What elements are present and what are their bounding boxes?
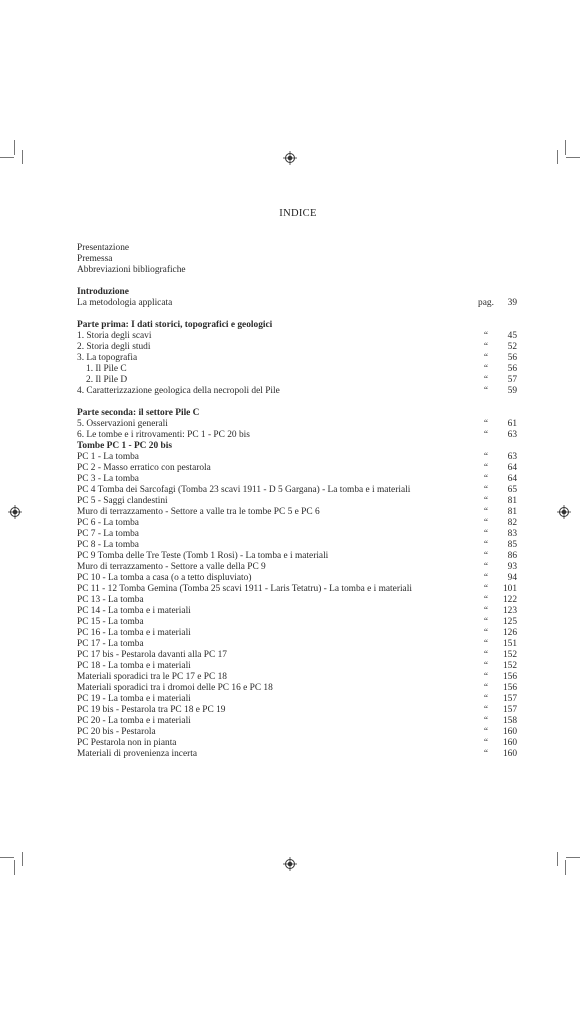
entry-page-number: 64: [507, 474, 517, 484]
entry-page-marker: “: [483, 639, 489, 649]
entry-page-number: 157: [502, 705, 517, 715]
entry-page-number: 61: [507, 419, 517, 429]
front-matter-item: [77, 243, 517, 254]
entry-page-marker: “: [483, 364, 489, 374]
toc-entry: [77, 342, 517, 353]
entry-page-number: 59: [507, 386, 517, 396]
section-heading-text: Introduzione: [77, 287, 129, 297]
entry-page-marker: “: [483, 419, 489, 429]
entry-title: PC 4 Tomba dei Sarcofagi (Tomba 23 scavi 1911 - D 5 Gargana) - La tomba e i materiali: [77, 485, 411, 495]
entry-title: Materiali di provenienza incerta: [77, 749, 197, 759]
toc-entry: [77, 573, 517, 584]
toc-entry: [77, 353, 517, 364]
entry-page-number: 81: [507, 496, 517, 506]
entry-page-marker: “: [483, 705, 489, 715]
toc-entry: [77, 364, 517, 375]
entry-title: Tombe PC 1 - PC 20 bis: [77, 441, 172, 451]
entry-page-number: 56: [507, 353, 517, 363]
toc-entry: [77, 672, 517, 683]
entry-title: 1. Storia degli scavi: [77, 331, 152, 341]
entry-title: 3. La topografia: [77, 353, 138, 363]
entry-title: PC 2 - Masso erratico con pestarola: [77, 463, 211, 473]
entry-title: 1. Il Pile C: [86, 364, 127, 374]
entry-page-number: 45: [507, 331, 517, 341]
entry-page-marker: “: [483, 474, 489, 484]
entry-title: PC 19 bis - Pestarola tra PC 18 e PC 19: [77, 705, 226, 715]
front-matter-title: Presentazione: [77, 243, 130, 253]
entry-title: PC 3 - La tomba: [77, 474, 139, 484]
entry-title: PC 7 - La tomba: [77, 529, 139, 539]
front-matter-title: Abbreviazioni bibliografiche: [77, 265, 186, 275]
section-heading: [77, 408, 517, 419]
toc-entry: [77, 474, 517, 485]
entry-page-marker: “: [483, 595, 489, 605]
entry-page-number: 56: [507, 364, 517, 374]
entry-page-number: 63: [507, 452, 517, 462]
entry-page-number: 156: [502, 683, 517, 693]
toc-entry: [77, 441, 517, 452]
section-gap: [77, 309, 517, 320]
entry-title: PC 6 - La tomba: [77, 518, 139, 528]
entry-page-number: 64: [507, 463, 517, 473]
toc-entry: [77, 463, 517, 474]
entry-title: PC 10 - La tomba a casa (o a tetto displuviato): [77, 573, 252, 583]
entry-page-number: 123: [502, 606, 517, 616]
entry-page-number: 93: [507, 562, 517, 572]
toc-entry: [77, 452, 517, 463]
entry-page-marker: “: [483, 353, 489, 363]
toc-entry: [77, 661, 517, 672]
toc-entry: [77, 650, 517, 661]
entry-title: PC 20 - La tomba e i materiali: [77, 716, 191, 726]
entry-page-number: 86: [507, 551, 517, 561]
entry-page-number: 52: [507, 342, 517, 352]
toc-entry: [77, 430, 517, 441]
entry-page-number: 122: [502, 595, 517, 605]
entry-page-number: 65: [507, 485, 517, 495]
entry-page-marker: “: [483, 540, 489, 550]
toc-entry: [77, 639, 517, 650]
entry-page-marker: “: [483, 661, 489, 671]
entry-page-marker: “: [483, 507, 489, 517]
entry-page-marker: “: [483, 529, 489, 539]
entry-title: PC 13 - La tomba: [77, 595, 144, 605]
registration-mark-icon: [283, 857, 297, 871]
entry-page-marker: “: [483, 496, 489, 506]
entry-page-number: 152: [502, 661, 517, 671]
entry-page-marker: “: [483, 452, 489, 462]
entry-page-number: 39: [507, 298, 517, 308]
toc-entry: [77, 496, 517, 507]
toc-entry: [77, 386, 517, 397]
entry-title: PC 15 - La tomba: [77, 617, 144, 627]
entry-title: 2. Storia degli studi: [77, 342, 151, 352]
entry-page-number: 85: [507, 540, 517, 550]
toc-entry: [77, 529, 517, 540]
entry-title: 6. Le tombe e i ritrovamenti: PC 1 - PC 20 bis: [77, 430, 250, 440]
entry-page-marker: “: [483, 551, 489, 561]
section-gap: [77, 276, 517, 287]
toc-entry: [77, 617, 517, 628]
entry-page-marker: “: [483, 628, 489, 638]
entry-page-marker: “: [483, 485, 489, 495]
entry-page-marker: “: [483, 716, 489, 726]
entry-page-marker: “: [483, 430, 489, 440]
entry-page-number: 160: [502, 727, 517, 737]
entry-page-marker: “: [483, 342, 489, 352]
registration-mark-icon: [283, 151, 297, 165]
entry-title: La metodologia applicata: [77, 298, 173, 308]
toc-entry: [77, 749, 517, 760]
toc-entry: [77, 540, 517, 551]
section-heading-text: Parte prima: I dati storici, topografici e geologici: [77, 320, 273, 330]
toc-entry: [77, 507, 517, 518]
entry-title: PC Pestarola non in pianta: [77, 738, 177, 748]
entry-title: Muro di terrazzamento - Settore a valle della PC 9: [77, 562, 266, 572]
toc-entry: [77, 595, 517, 606]
toc-entry: [77, 331, 517, 342]
front-matter-item: [77, 254, 517, 265]
entry-page-number: 57: [507, 375, 517, 385]
entry-title: PC 5 - Saggi clandestini: [77, 496, 168, 506]
entry-page-number: 156: [502, 672, 517, 682]
front-matter-title: Premessa: [77, 254, 113, 264]
entry-page-marker: “: [483, 749, 489, 759]
entry-title: Muro di terrazzamento - Settore a valle tra le tombe PC 5 e PC 6: [77, 507, 320, 517]
toc-entry: [77, 738, 517, 749]
entry-page-number: 152: [502, 650, 517, 660]
entry-title: PC 18 - La tomba e i materiali: [77, 661, 191, 671]
entry-title: PC 17 bis - Pestarola davanti alla PC 17: [77, 650, 227, 660]
entry-page-number: 101: [502, 584, 517, 594]
toc-entry: [77, 705, 517, 716]
entry-title: PC 14 - La tomba e i materiali: [77, 606, 191, 616]
entry-page-number: 82: [507, 518, 517, 528]
toc-entry: [77, 584, 517, 595]
entry-page-number: 157: [502, 694, 517, 704]
toc-entry: [77, 683, 517, 694]
entry-title: PC 1 - La tomba: [77, 452, 139, 462]
toc-entry: [77, 628, 517, 639]
entry-page-marker: “: [483, 584, 489, 594]
toc-entry: [77, 562, 517, 573]
toc-entry: [77, 298, 517, 309]
entry-title: 2. Il Pile D: [86, 375, 128, 385]
section-gap: [77, 397, 517, 408]
entry-page-marker: “: [483, 463, 489, 473]
entry-title: Materiali sporadici tra le PC 17 e PC 18: [77, 672, 227, 682]
registration-mark-icon: [8, 505, 22, 519]
entry-page-number: 160: [502, 749, 517, 759]
entry-page-marker: “: [483, 727, 489, 737]
entry-page-marker: “: [483, 331, 489, 341]
entry-page-marker: “: [483, 738, 489, 748]
section-heading: [77, 287, 517, 298]
section-heading: [77, 320, 517, 331]
entry-page-marker: pag.: [478, 298, 494, 308]
toc-entry: [77, 694, 517, 705]
toc-entry: [77, 419, 517, 430]
toc-entry: [77, 716, 517, 727]
toc-entry: [77, 606, 517, 617]
registration-mark-icon: [557, 505, 571, 519]
entry-page-number: 94: [507, 573, 517, 583]
entry-page-number: 83: [507, 529, 517, 539]
entry-page-marker: “: [483, 606, 489, 616]
entry-page-marker: “: [483, 650, 489, 660]
table-of-contents: [77, 243, 517, 760]
entry-page-number: 160: [502, 738, 517, 748]
entry-page-number: 158: [502, 716, 517, 726]
entry-title: Materiali sporadici tra i dromoi delle PC 16 e PC 18: [77, 683, 273, 693]
entry-title: PC 20 bis - Pestarola: [77, 727, 156, 737]
front-matter-item: [77, 265, 517, 276]
toc-entry: [77, 518, 517, 529]
entry-page-number: 63: [507, 430, 517, 440]
entry-page-number: 81: [507, 507, 517, 517]
entry-page-number: 126: [502, 628, 517, 638]
entry-title: 4. Caratterizzazione geologica della necropoli del Pile: [77, 386, 280, 396]
entry-page-marker: “: [483, 683, 489, 693]
entry-title: PC 11 - 12 Tomba Gemina (Tomba 25 scavi 1911 - Laris Tetatru) - La tomba e i materiali: [77, 584, 412, 594]
page-title: INDICE: [279, 208, 317, 219]
entry-page-marker: “: [483, 386, 489, 396]
entry-page-marker: “: [483, 672, 489, 682]
entry-title: PC 9 Tomba delle Tre Teste (Tomb 1 Rosi) - La tomba e i materiali: [77, 551, 329, 561]
toc-entry: [77, 727, 517, 738]
toc-entry: [77, 485, 517, 496]
entry-title: PC 19 - La tomba e i materiali: [77, 694, 191, 704]
entry-page-number: 151: [502, 639, 517, 649]
entry-title: 5. Osservazioni generali: [77, 419, 168, 429]
entry-page-marker: “: [483, 562, 489, 572]
entry-page-marker: “: [483, 617, 489, 627]
entry-title: PC 17 - La tomba: [77, 639, 144, 649]
entry-page-marker: “: [483, 573, 489, 583]
section-heading-text: Parte seconda: il settore Pile C: [77, 408, 200, 418]
entry-page-marker: “: [483, 694, 489, 704]
entry-page-marker: “: [483, 375, 489, 385]
entry-page-marker: “: [483, 518, 489, 528]
entry-title: PC 8 - La tomba: [77, 540, 139, 550]
toc-entry: [77, 375, 517, 386]
entry-title: PC 16 - La tomba e i materiali: [77, 628, 191, 638]
entry-page-number: 125: [502, 617, 517, 627]
toc-entry: [77, 551, 517, 562]
